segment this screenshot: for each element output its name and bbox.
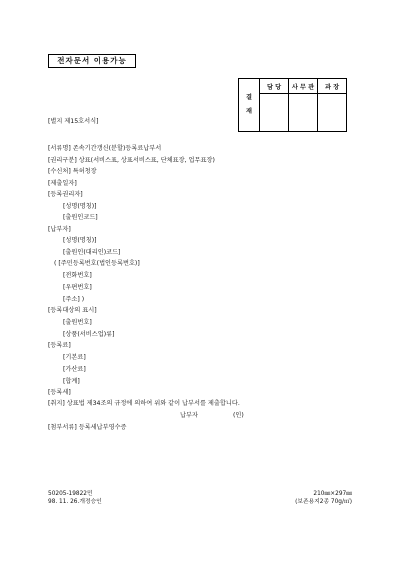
field-payer-name: [성명(명칭)] bbox=[63, 237, 97, 244]
field-right-type: [권리구분] 상표(서비스표, 상표서비스표, 단체표장, 업무표장) bbox=[48, 157, 215, 164]
field-payer-code: [출원인(대리인)코드] bbox=[63, 249, 121, 256]
approval-col-staff: 담 당 bbox=[260, 79, 289, 94]
field-holder-code: [출원인코드] bbox=[63, 214, 98, 221]
approval-sign-officer bbox=[289, 94, 318, 132]
field-address: [주소] ) bbox=[63, 296, 85, 303]
field-registration-tax: [등록세] bbox=[48, 389, 71, 396]
seal-mark: (인) bbox=[233, 412, 244, 419]
field-surcharge: [가산료] bbox=[63, 366, 86, 373]
field-holder-name: [성명(명칭)] bbox=[63, 203, 97, 210]
field-phone: [전화번호] bbox=[63, 272, 92, 279]
approval-col-officer: 사 무 관 bbox=[289, 79, 318, 94]
field-total: [합계] bbox=[63, 378, 80, 385]
field-postal-code: [우편번호] bbox=[63, 284, 92, 291]
footer-paper-type: (보존용지2종 70g/㎡) bbox=[295, 499, 352, 505]
approval-col-chief: 과 장 bbox=[318, 79, 347, 94]
field-registration-target: [등록대상의 표시] bbox=[48, 307, 97, 314]
approval-table bbox=[238, 78, 347, 132]
approval-sign-chief bbox=[318, 94, 347, 132]
field-payer: [납부자] bbox=[48, 226, 71, 233]
form-number: [별지 제15호서식] bbox=[48, 118, 99, 125]
footer-approval-date: 98. 11. 26.개정승인 bbox=[48, 499, 102, 505]
field-registered-holder: [등록권리자] bbox=[48, 191, 83, 198]
approval-sign-staff bbox=[260, 94, 289, 132]
payer-signature-label: 납부자 bbox=[180, 412, 198, 419]
field-basic-fee: [기본료] bbox=[63, 354, 86, 361]
field-recipient: [수신처] 특허청장 bbox=[48, 168, 97, 175]
field-registration-fee: [등록료] bbox=[48, 342, 71, 349]
approval-side-char-1: 결 bbox=[246, 94, 252, 101]
field-resident-number: ( [주민등록번호(법인등록번호)] bbox=[54, 260, 140, 267]
field-purpose: [취지] 상표법 제34조의 규정에 의하여 위와 같이 납부서를 제출합니다. bbox=[48, 400, 240, 407]
footer-paper-size: 210㎜×297㎜ bbox=[313, 491, 352, 497]
approval-side-char-2: 재 bbox=[246, 108, 252, 115]
field-application-number: [출원번호] bbox=[63, 319, 92, 326]
footer-code: 50205-19822민 bbox=[48, 491, 93, 497]
field-attachments: [첨부서류] 등록세납부영수증 bbox=[48, 424, 127, 431]
field-goods-class: [상품(서비스업)류] bbox=[63, 331, 115, 338]
electronic-document-tag: 전자문서 이용가능 bbox=[48, 54, 136, 68]
approval-side-label bbox=[239, 79, 260, 132]
field-submission-date: [제출일자] bbox=[48, 180, 77, 187]
field-document-name: [서류명] 존속기간갱신(분할)등록료납부서 bbox=[48, 145, 162, 152]
